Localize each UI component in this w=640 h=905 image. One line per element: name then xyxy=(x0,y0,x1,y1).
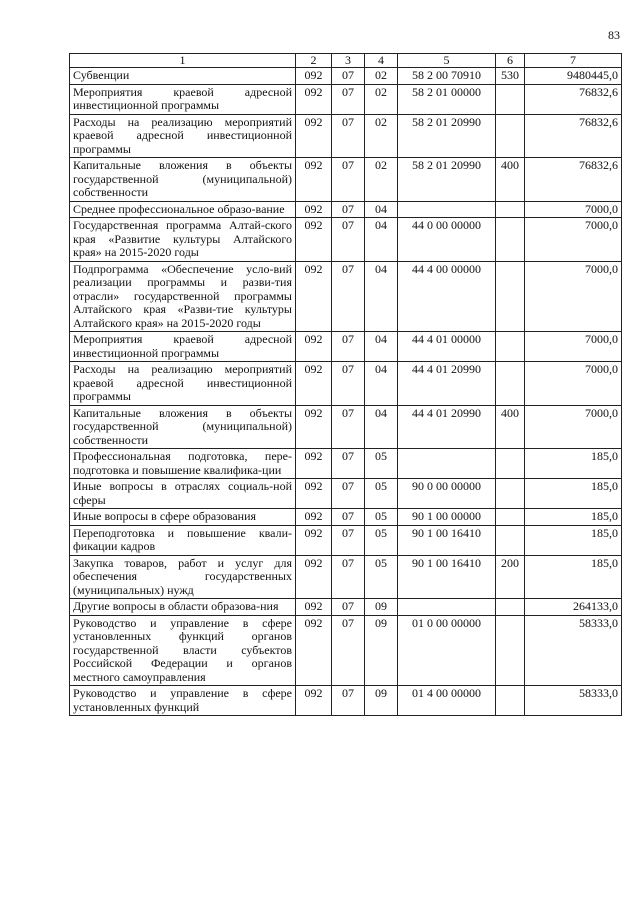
ministry-code: 092 xyxy=(296,479,332,509)
row-name: Иные вопросы в отраслях социаль-ной сферы xyxy=(70,479,296,509)
expense-type-code xyxy=(496,201,525,218)
table-row xyxy=(70,555,622,599)
subsection-code: 05 xyxy=(365,449,398,479)
ministry-code: 092 xyxy=(296,686,332,716)
expense-type-code xyxy=(496,362,525,406)
target-article-code: 44 4 01 20990 xyxy=(398,362,496,406)
ministry-code: 092 xyxy=(296,362,332,406)
target-article-code: 90 1 00 16410 xyxy=(398,555,496,599)
column-header: 1 xyxy=(70,54,296,68)
amount: 76832,6 xyxy=(525,158,622,202)
target-article-code: 44 0 00 00000 xyxy=(398,218,496,262)
expense-type-code xyxy=(496,599,525,616)
ministry-code: 092 xyxy=(296,218,332,262)
target-article-code: 44 4 01 20990 xyxy=(398,405,496,449)
section-code: 07 xyxy=(332,479,365,509)
amount: 185,0 xyxy=(525,449,622,479)
column-header: 2 xyxy=(296,54,332,68)
target-article-code: 90 1 00 00000 xyxy=(398,509,496,526)
row-name: Среднее профессиональное образо-вание xyxy=(70,201,296,218)
row-name: Государственная программа Алтай-ского края «Развитие культуры Алтайского края» на 2015-2020 годы xyxy=(70,218,296,262)
amount: 58333,0 xyxy=(525,615,622,686)
amount: 7000,0 xyxy=(525,362,622,406)
amount: 185,0 xyxy=(525,509,622,526)
subsection-code: 05 xyxy=(365,555,398,599)
table-row xyxy=(70,158,622,202)
section-code: 07 xyxy=(332,201,365,218)
row-name: Закупка товаров, работ и услуг для обеспечения государственных (муниципальных) нужд xyxy=(70,555,296,599)
ministry-code: 092 xyxy=(296,261,332,332)
section-code: 07 xyxy=(332,405,365,449)
section-code: 07 xyxy=(332,114,365,158)
row-name: Профессиональная подготовка, пере-подготовка и повышение квалифика-ции xyxy=(70,449,296,479)
row-name: Капитальные вложения в объекты государственной (муниципальной) собственности xyxy=(70,158,296,202)
subsection-code: 04 xyxy=(365,405,398,449)
target-article-code xyxy=(398,599,496,616)
amount: 76832,6 xyxy=(525,114,622,158)
subsection-code: 04 xyxy=(365,218,398,262)
column-header: 4 xyxy=(365,54,398,68)
section-code: 07 xyxy=(332,362,365,406)
target-article-code: 58 2 01 00000 xyxy=(398,84,496,114)
table-row xyxy=(70,332,622,362)
ministry-code: 092 xyxy=(296,449,332,479)
amount: 9480445,0 xyxy=(525,68,622,85)
row-name: Подпрограмма «Обеспечение усло-вий реализации программы и разви-тия отрасли» государственной программы Алтайского края «Разви-тие культуры Алтайского края» на 2015-2020 годы xyxy=(70,261,296,332)
ministry-code: 092 xyxy=(296,332,332,362)
table-row xyxy=(70,449,622,479)
subsection-code: 04 xyxy=(365,261,398,332)
ministry-code: 092 xyxy=(296,68,332,85)
table-row xyxy=(70,405,622,449)
amount: 185,0 xyxy=(525,525,622,555)
expense-type-code: 200 xyxy=(496,555,525,599)
expense-type-code xyxy=(496,218,525,262)
target-article-code: 44 4 00 00000 xyxy=(398,261,496,332)
amount: 185,0 xyxy=(525,479,622,509)
section-code: 07 xyxy=(332,158,365,202)
row-name: Расходы на реализацию мероприятий краевой адресной инвестиционной программы xyxy=(70,362,296,406)
column-header: 6 xyxy=(496,54,525,68)
row-name: Субвенции xyxy=(70,68,296,85)
expense-type-code: 400 xyxy=(496,405,525,449)
amount: 7000,0 xyxy=(525,332,622,362)
ministry-code: 092 xyxy=(296,114,332,158)
column-header: 5 xyxy=(398,54,496,68)
row-name: Мероприятия краевой адресной инвестиционной программы xyxy=(70,332,296,362)
expense-type-code xyxy=(496,261,525,332)
table-row xyxy=(70,201,622,218)
page-number: 83 xyxy=(608,28,620,42)
expense-type-code xyxy=(496,114,525,158)
table-row xyxy=(70,218,622,262)
amount: 58333,0 xyxy=(525,686,622,716)
section-code: 07 xyxy=(332,686,365,716)
table-row xyxy=(70,114,622,158)
ministry-code: 092 xyxy=(296,555,332,599)
subsection-code: 02 xyxy=(365,158,398,202)
expense-type-code xyxy=(496,615,525,686)
column-header: 3 xyxy=(332,54,365,68)
section-code: 07 xyxy=(332,615,365,686)
target-article-code: 58 2 01 20990 xyxy=(398,158,496,202)
row-name: Капитальные вложения в объекты государственной (муниципальной) собственности xyxy=(70,405,296,449)
target-article-code: 01 0 00 00000 xyxy=(398,615,496,686)
section-code: 07 xyxy=(332,261,365,332)
table-header-row xyxy=(70,54,622,68)
table-row xyxy=(70,615,622,686)
amount: 185,0 xyxy=(525,555,622,599)
ministry-code: 092 xyxy=(296,158,332,202)
subsection-code: 02 xyxy=(365,68,398,85)
table-row xyxy=(70,509,622,526)
row-name: Руководство и управление в сфере установленных функций xyxy=(70,686,296,716)
column-header: 7 xyxy=(525,54,622,68)
section-code: 07 xyxy=(332,599,365,616)
subsection-code: 04 xyxy=(365,201,398,218)
table-row xyxy=(70,525,622,555)
expense-type-code xyxy=(496,84,525,114)
subsection-code: 02 xyxy=(365,114,398,158)
target-article-code: 58 2 01 20990 xyxy=(398,114,496,158)
subsection-code: 09 xyxy=(365,615,398,686)
row-name: Мероприятия краевой адресной инвестиционной программы xyxy=(70,84,296,114)
expense-type-code xyxy=(496,509,525,526)
section-code: 07 xyxy=(332,218,365,262)
subsection-code: 04 xyxy=(365,362,398,406)
amount: 7000,0 xyxy=(525,201,622,218)
ministry-code: 092 xyxy=(296,525,332,555)
row-name: Расходы на реализацию мероприятий краевой адресной инвестиционной программы xyxy=(70,114,296,158)
subsection-code: 09 xyxy=(365,599,398,616)
subsection-code: 02 xyxy=(365,84,398,114)
section-code: 07 xyxy=(332,555,365,599)
amount: 264133,0 xyxy=(525,599,622,616)
section-code: 07 xyxy=(332,68,365,85)
ministry-code: 092 xyxy=(296,509,332,526)
ministry-code: 092 xyxy=(296,405,332,449)
table-row xyxy=(70,68,622,85)
amount: 7000,0 xyxy=(525,405,622,449)
ministry-code: 092 xyxy=(296,201,332,218)
row-name: Другие вопросы в области образова-ния xyxy=(70,599,296,616)
expense-type-code xyxy=(496,479,525,509)
section-code: 07 xyxy=(332,332,365,362)
target-article-code: 44 4 01 00000 xyxy=(398,332,496,362)
section-code: 07 xyxy=(332,449,365,479)
expense-type-code xyxy=(496,525,525,555)
target-article-code: 90 0 00 00000 xyxy=(398,479,496,509)
target-article-code: 90 1 00 16410 xyxy=(398,525,496,555)
table-row xyxy=(70,686,622,716)
subsection-code: 04 xyxy=(365,332,398,362)
amount: 7000,0 xyxy=(525,261,622,332)
row-name: Переподготовка и повышение квали-фикации кадров xyxy=(70,525,296,555)
table-row xyxy=(70,599,622,616)
table-row xyxy=(70,479,622,509)
target-article-code: 01 4 00 00000 xyxy=(398,686,496,716)
budget-table xyxy=(69,53,622,716)
table-row xyxy=(70,84,622,114)
row-name: Руководство и управление в сфере установленных функций органов государственной власти субъектов Российской Федерации и органов местного самоуправления xyxy=(70,615,296,686)
row-name: Иные вопросы в сфере образования xyxy=(70,509,296,526)
table-row xyxy=(70,261,622,332)
target-article-code: 58 2 00 70910 xyxy=(398,68,496,85)
expense-type-code xyxy=(496,449,525,479)
expense-type-code xyxy=(496,332,525,362)
expense-type-code: 530 xyxy=(496,68,525,85)
target-article-code xyxy=(398,449,496,479)
table-body xyxy=(70,68,622,716)
table-row xyxy=(70,362,622,406)
expense-type-code: 400 xyxy=(496,158,525,202)
ministry-code: 092 xyxy=(296,84,332,114)
section-code: 07 xyxy=(332,525,365,555)
ministry-code: 092 xyxy=(296,599,332,616)
amount: 76832,6 xyxy=(525,84,622,114)
expense-type-code xyxy=(496,686,525,716)
subsection-code: 09 xyxy=(365,686,398,716)
subsection-code: 05 xyxy=(365,525,398,555)
amount: 7000,0 xyxy=(525,218,622,262)
subsection-code: 05 xyxy=(365,479,398,509)
section-code: 07 xyxy=(332,84,365,114)
subsection-code: 05 xyxy=(365,509,398,526)
target-article-code xyxy=(398,201,496,218)
section-code: 07 xyxy=(332,509,365,526)
ministry-code: 092 xyxy=(296,615,332,686)
